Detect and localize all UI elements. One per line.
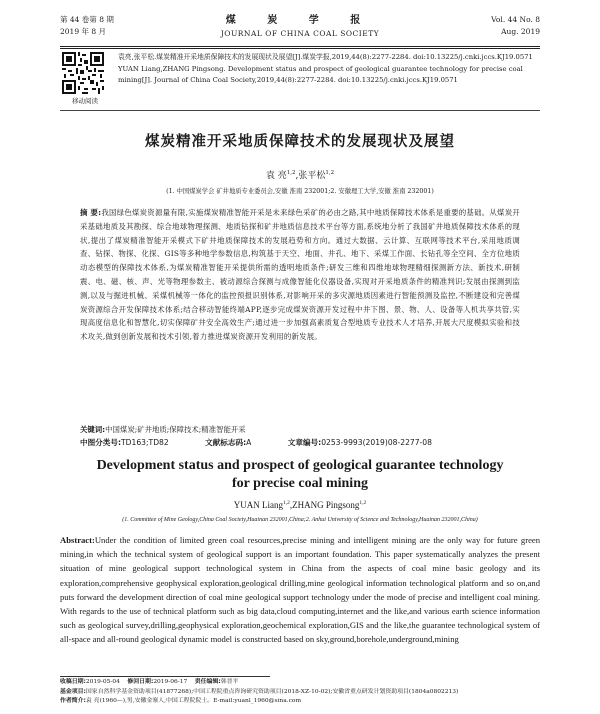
title-cn: 煤炭精准开采地质保障技术的发展现状及展望 — [145, 134, 455, 150]
title-en — [60, 457, 540, 493]
fund-text: 国家自然科学基金资助项目(41877268);中国工程院重点咨询研究资助项目(2018-XZ-10-02);安徽省重点研发计划资助项目(1804a0802213) — [85, 688, 459, 695]
clc-number — [80, 438, 169, 447]
author-affil-mark: 1,2 — [325, 170, 335, 176]
doc-code-label: 文献标志码: — [205, 438, 247, 447]
citation-rule — [60, 110, 540, 111]
author-affil-mark: 1,2 — [282, 500, 290, 506]
journal-name-en: JOURNAL OF CHINA COAL SOCIETY — [220, 29, 380, 38]
classification-line — [80, 437, 520, 449]
running-header — [60, 14, 540, 44]
editor-label: 责任编辑: — [194, 679, 221, 685]
abstract-en — [60, 533, 540, 647]
date-en: Aug. 2019 — [501, 27, 540, 36]
author-name: ZHANG Pingsong — [292, 500, 360, 510]
clc-label: 中图分类号: — [80, 438, 122, 447]
doc-code-value: A — [246, 438, 252, 447]
author-name: YUAN Liang — [233, 500, 283, 510]
revised-label: 修回日期: — [127, 679, 154, 685]
abstract-text-en: Under the condition of limited green coal resources,precise mining and intelligent mining are the only way for future green mining,in which the technical system of geological support is an important foundation. This paper systematically analyzes the present situation of mine geological support technological system in China from the aspects of coal mine basic geology and its exploration,comprehensive geophysical exploration,geological drilling,mine geological information technological platform and so on,and puts forward the development direction of coal mine geological support technology under the mode of precise and intelligent coal mining. With regards to the use of technical platform such as big data,cloud computing,internet and the like,and various earth science information such as geological survey,drilling,geophysical exploration,geochemical exploration,GIS and the like,the guarantee technological system of all-space and all-round geological dynamic model is constructed based on sky,ground,borehole,underground,mining — [60, 535, 540, 645]
issue-info-en — [491, 14, 540, 38]
keywords-label-cn: 关键词: — [80, 425, 106, 434]
received-label: 收稿日期: — [60, 679, 86, 685]
author-bio-line — [60, 697, 540, 707]
article-no-value: 0253-9993(2019)08-2277-08 — [321, 438, 432, 447]
abstract-label-en: Abstract: — [60, 535, 95, 545]
qr-label: 移动阅读 — [72, 97, 98, 105]
citation-block — [118, 52, 540, 87]
journal-name — [60, 14, 540, 40]
author-separator: , — [295, 171, 299, 181]
abstract-label-cn: 摘 要: — [80, 208, 102, 217]
affiliation-cn: (1. 中国煤炭学会 矿井地质专业委员会,安徽 淮南 232001;2. 安徽理工大学,安徽 淮南 232001) — [166, 188, 434, 195]
affiliation-en: (1. Committee of Mine Geology,China Coal Society,Huainan 232001,China;2. Anhui University of Science and Technology,Huainan 232001,China) — [122, 517, 478, 523]
date-cn: 2019 年 8 月 — [60, 27, 107, 36]
fund-label: 基金项目: — [60, 688, 86, 695]
volume-issue-cn: 第 44 卷第 8 期 — [60, 15, 114, 24]
title-en-line2: for precise coal mining — [232, 476, 368, 491]
title-en-line1: Development status and prospect of geological guarantee technology — [96, 458, 504, 473]
abstract-text-cn: 我国绿色煤炭资源量有限,实施煤炭精准智能开采是未来绿色采矿的必由之路,其中地质保障技术体系是重要的基础。从煤炭开采基础地质及其勘探、综合地球物理探测、地质钻探和矿井地质信息技术平台等方面,系统地分析了我国矿井地质保障技术体系的现状,提出了煤炭精准智能开采模式下矿井地质保障技术的发展趋势和方向。通过大数据、云计算、互联网等技术平台,采用地质调查、钻探、物探、化探、GIS等多种地学参数信息,构筑基于天空、地面、井孔、地下、采煤工作面、长钻孔等全空间、全方位地质动态模型的保障技术体系,为煤炭精准智能开采提供所需的透明地质条件;研发三维和四维地球物理精细探测新方法、新技术,研制震、电、磁、核、声、光等物理参数主、被动源综合探测与成像智能化仪器设备,实现对开采地质条件的精准判识;发展由探测到监测,以及与掘进机械、采煤机械等一体化的监控预报识别体系,对影响开采的多灾源地质因素进行智能预测及监控,不断建设和完善煤炭资源综合开发保障技术体系;结合移动智能终端APP,逐步完成煤炭资源开发过程中井下图、景、物、人、设备等人机共享共管,实现高度信息化和智慧化,切实保障矿井安全高效生产;通过进一步加强高素质复合型地质专业技术人才培养,开展大尺度模拟实验和技术攻关,做到创新发展和技术引领,着力推进煤炭资源开发利用的新发展。 — [80, 208, 520, 342]
authors-cn — [60, 168, 540, 181]
article-no-label: 文章编号: — [287, 438, 322, 447]
fund-line — [60, 688, 540, 698]
header-rule-thin — [60, 48, 540, 49]
author-name: 张平松 — [298, 171, 326, 181]
author-bio-text: 袁 亮(1960—),男,安徽金寨人,中国工程院院士。E-mail:yuanl_1960@sina.com — [85, 698, 302, 704]
author-bio-label: 作者简介: — [60, 698, 86, 704]
author-affil-mark: 1,2 — [359, 500, 367, 506]
keywords-text-cn: 中国煤炭;矿井地质;保障技术;精准智能开采 — [105, 425, 246, 434]
abstract-cn — [80, 206, 520, 344]
author-separator: , — [289, 500, 293, 510]
revised-date: 2019-06-17 — [153, 679, 188, 685]
header-rule — [60, 46, 540, 47]
citation-en: YUAN Liang,ZHANG Pingsong. Development status and prospect of geological guarantee technology for precise coal mining[J]. Journal of China Coal Society,2019,44(8):2277-2284. doi:10.13225/j.cnki.jccs.KJ19.0571 — [118, 64, 523, 84]
volume-issue-en: Vol. 44 No. 8 — [491, 15, 540, 24]
qr-code-icon[interactable] — [62, 52, 104, 94]
footnote-rule — [60, 676, 270, 677]
authors-en — [60, 500, 540, 510]
clc-value: TD163;TD82 — [121, 438, 169, 447]
document-code — [205, 438, 251, 447]
citation-cn: 袁亮,张平松.煤炭精准开采地质保障技术的发展现状及展望[J].煤炭学报,2019,44(8):2277-2284. doi:10.13225/j.cnki.jccs.KJ19.0571 — [118, 53, 533, 61]
article-number — [288, 438, 432, 447]
author-name: 袁 亮 — [265, 171, 287, 181]
footnote — [60, 678, 540, 707]
dates-line — [60, 678, 540, 688]
editor-name: 韩晋平 — [220, 679, 239, 685]
keywords-cn — [80, 424, 520, 436]
author-affil-mark: 1,2 — [286, 170, 296, 176]
received-date: 2019-05-04 — [85, 679, 120, 685]
journal-name-cn: 煤 炭 学 报 — [225, 15, 375, 26]
